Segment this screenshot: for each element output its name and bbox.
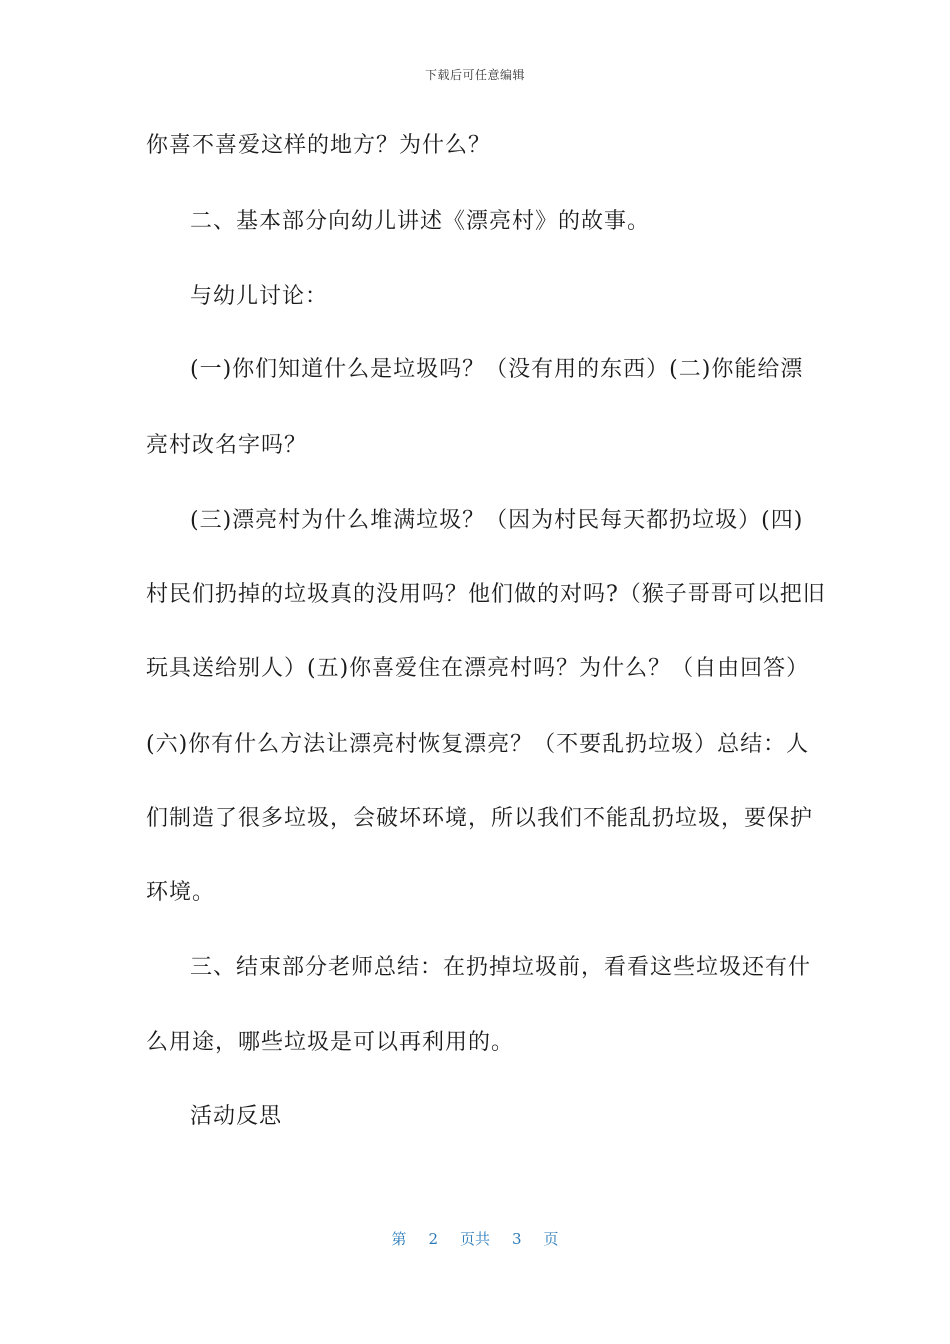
paragraph-line: (三)漂亮村为什么堆满垃圾？（因为村民每天都扔垃圾）(四) [190,508,804,533]
paragraph-line: 环境。 [146,880,216,905]
section-heading: 活动反思 [190,1104,283,1129]
paragraph-line: 村民们扔掉的垃圾真的没用吗？他们做的对吗?（猴子哥哥可以把旧 [146,582,826,607]
paragraph-line: 与幼儿讨论： [190,284,329,309]
page-suffix: 页 [543,1230,559,1248]
page-header: 下载后可任意编辑 [424,68,525,82]
paragraph-line: 么用途，哪些垃圾是可以再利用的。 [146,1030,515,1055]
page-footer [0,1228,950,1249]
paragraph-line: 你喜不喜爱这样的地方？为什么？ [146,133,492,158]
total-pages: 3 [512,1230,522,1248]
paragraph-line: (一)你们知道什么是垃圾吗？（没有用的东西）(二)你能给漂 [190,357,804,382]
page-number: 2 [428,1230,438,1248]
section-heading: 二、基本部分向幼儿讲述《漂亮村》的故事。 [190,209,651,234]
paragraph-line: 玩具送给别人）(五)你喜爱住在漂亮村吗？为什么？（自由回答） [146,656,810,681]
paragraph-line: 亮村改名字吗？ [146,433,308,458]
section-heading: 三、结束部分老师总结：在扔掉垃圾前，看看这些垃圾还有什 [190,955,812,980]
total-label: 页共 [459,1230,490,1248]
page-label: 第 [391,1230,407,1248]
paragraph-line: 们制造了很多垃圾，会破坏环境，所以我们不能乱扔垃圾，要保护 [146,806,814,831]
paragraph-line: (六)你有什么方法让漂亮村恢复漂亮？（不要乱扔垃圾）总结：人 [146,732,810,757]
